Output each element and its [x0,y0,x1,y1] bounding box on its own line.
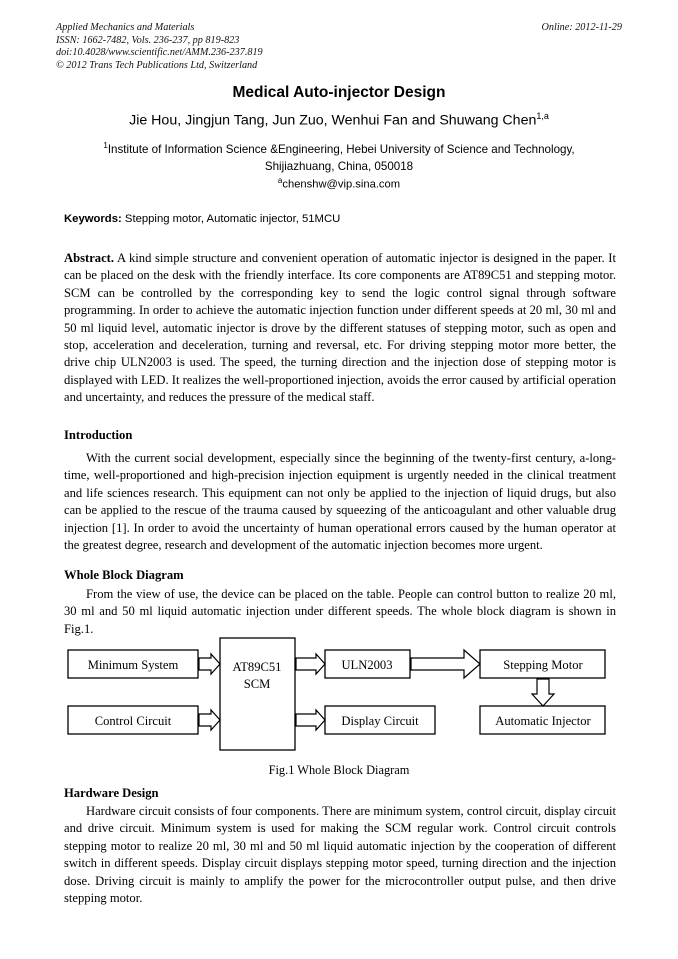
affiliation [86,137,592,175]
affiliation-text: Institute of Information Science &Engineering, Hebei University of Science and Technology, Shijiazhuang, China, 050018 [107,142,575,173]
email-text: chenshw@vip.sina.com [282,178,401,191]
affiliation-marker: 1 [103,141,108,150]
abstract-block [64,250,616,407]
arrow-mcu-to-display-circuit [296,710,325,730]
journal-header [56,22,622,72]
paragraph-whole-block-diagram: From the view of use, the device can be placed on the table. People can control button to realize 20 ml, 30 ml and 50 ml liquid automatic injection under different speeds. The whole block diagram is shown in Fig.1. [64,587,616,636]
label-display-circuit: Display Circuit [341,714,419,728]
heading-hardware-design: Hardware Design [64,786,159,800]
contact-email [0,176,678,191]
paragraph-hardware-design: Hardware circuit consists of four components. There are minimum system, control circuit, display circuit and drive circuit. Minimum system is used for making the SCM regular work. Control circuit controls stepping motor to realize 20 ml, 30 ml and 50 ml liquid automatic injection by the cooperation of different switch in different speeds. Display circuit displays stepping motor speed, turning direction and the injection dose. Driving circuit is mainly to amplify the power for the microcontroller output pulse, and then drive stepping motor. [64,804,616,906]
abstract-label: Abstract. [64,251,115,265]
label-control-circuit: Control Circuit [94,714,172,728]
journal-copyright: © 2012 Trans Tech Publications Ltd, Switzerland [56,59,258,71]
email-marker: a [277,176,283,185]
label-mcu-line2: SCM [243,677,271,691]
block-mcu [220,638,295,750]
author-list [0,111,678,129]
arrow-uln2003-to-stepping-motor [411,650,480,678]
heading-introduction: Introduction [64,428,133,442]
author-names: Jie Hou, Jingjun Tang, Jun Zuo, Wenhui Fan and Shuwang Chen [129,112,537,129]
heading-whole-block-diagram: Whole Block Diagram [64,568,184,582]
author-affiliation-marker: 1,a [536,111,549,121]
keywords-line [64,213,620,225]
journal-issn: ISSN: 1662-7482, Vols. 236-237, pp 819-823 [56,34,240,46]
label-minimum-system: Minimum System [87,658,179,672]
label-mcu-line1: AT89C51 [232,660,282,674]
arrow-minimum-system-to-mcu [199,654,220,674]
journal-doi: doi:10.4028/www.scientific.net/AMM.236-237.819 [56,47,263,59]
arrow-mcu-to-uln2003 [296,654,325,674]
online-date: Online: 2012-11-29 [541,22,622,33]
label-uln2003: ULN2003 [341,658,393,672]
abstract-text: A kind simple structure and convenient operation of automatic injector is designed in the paper. It can be placed on the desk with the friendly interface. Its core components are AT89C51 and stepping motor. SCM can be controlled by the corresponding key to send the logic control signal through software programming. In order to achieve the automatic injection function under different speeds at 20 ml, 30 ml and 50 ml liquid level, automatic injector is drove by the different statuses of stepping motor, such as open and stop, acceleration and deceleration, turning and reversal, etc. For driving stepping motor more better, the drive chip ULN2003 is used. The speed, the turning direction and the injection dose of stepping motor is displayed with LED. It realizes the well-proportioned injection, avoids the error caused by artificial operation and uncertainty, and reduces the pressure of the medical staff. [64,251,616,405]
figure-caption: Fig.1 Whole Block Diagram [268,763,410,777]
figure-whole-block-diagram [60,632,620,754]
keywords-values: Stepping motor, Automatic injector, 51MCU [124,213,341,225]
arrow-control-circuit-to-mcu [199,710,220,730]
label-stepping-motor: Stepping Motor [503,658,583,672]
label-automatic-injector: Automatic Injector [495,714,591,728]
journal-name-row [56,22,622,35]
arrow-stepping-motor-to-automatic-injector [532,679,554,706]
keywords-label: Keywords: [64,213,122,225]
paragraph-introduction: With the current social development, especially since the beginning of the twenty-first century, a-long-time, well-proportioned and high-precision injection equipment is urgently needed in the clinical treatment and life sciences research. This equipment can not only be applied to the injection of liquid drugs, but also can be applied to the rescue of the trauma caused by squeezing of the anticoagulant and other valuable drug injection [1]. In order to avoid the uncertainty of human operational errors caused by the human operator at the greatest degree, research and development of the automatic injection becomes more urgent. [64,451,616,553]
journal-name: Applied Mechanics and Materials [56,22,195,33]
page-title: Medical Auto-injector Design [232,84,446,101]
